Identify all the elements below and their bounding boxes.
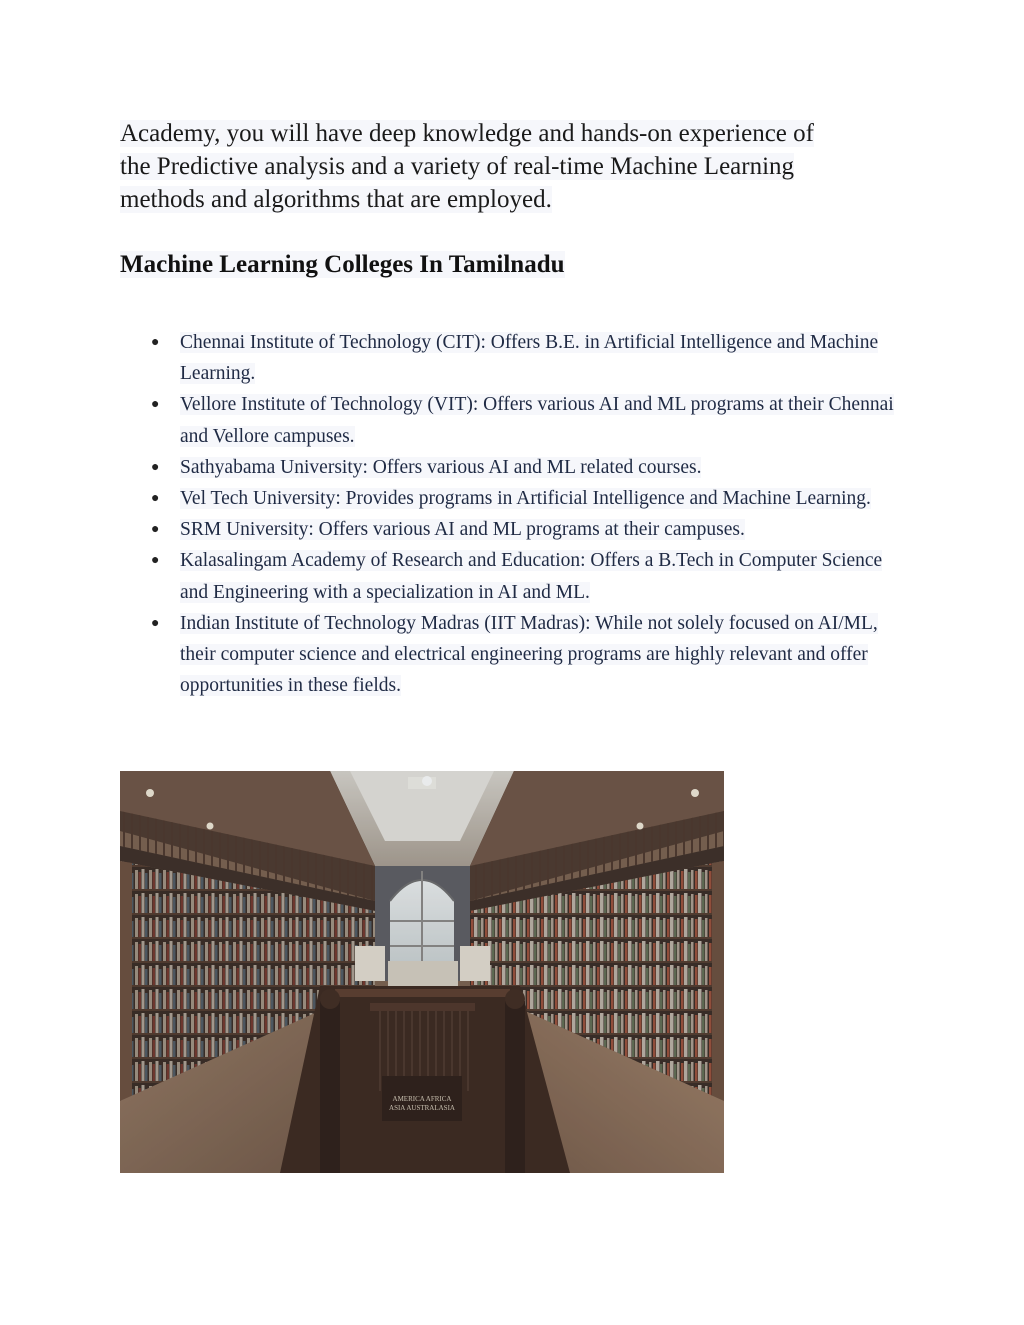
- bullet-icon: ●: [151, 553, 160, 569]
- list-item: [120, 389, 910, 451]
- list-item-text: Indian Institute of Technology Madras (IIT Madras): While not solely focused on AI/ML, their computer science and electrical engineering programs are highly relevant and offer opportunities in these fields.: [180, 612, 878, 697]
- photo-sign-line-1: AMERICA AFRICA: [392, 1095, 452, 1103]
- list-item-text: Sathyabama University: Offers various AI and ML related courses.: [180, 456, 702, 478]
- list-item-text: Chennai Institute of Technology (CIT): Offers B.E. in Artificial Intelligence and Machine Learning.: [180, 332, 879, 385]
- library-illustration: [120, 771, 724, 1173]
- list-item: [120, 327, 910, 389]
- library-photo: [120, 771, 724, 1173]
- section-heading-text: Machine Learning Colleges In Tamilnadu: [120, 251, 565, 278]
- bullet-icon: ●: [151, 615, 160, 631]
- section-heading: [120, 248, 565, 282]
- colleges-list: [120, 327, 910, 701]
- list-item: [120, 608, 910, 702]
- intro-line-2: the Predictive analysis and a variety of real-time Machine Learning: [120, 153, 795, 180]
- bullet-icon: ●: [151, 522, 160, 538]
- list-item-text: Vellore Institute of Technology (VIT): Offers various AI and ML programs at their Chennai and Vellore campuses.: [180, 394, 894, 447]
- list-item-text: Kalasalingam Academy of Research and Education: Offers a B.Tech in Computer Science and Engineering with a specialization in AI and ML.: [180, 550, 883, 603]
- list-item-text: Vel Tech University: Provides programs in Artificial Intelligence and Machine Learning.: [180, 488, 871, 510]
- intro-line-1: Academy, you will have deep knowledge and hands-on experience of: [120, 120, 814, 147]
- bullet-icon: ●: [151, 397, 160, 413]
- list-item-text: SRM University: Offers various AI and ML programs at their campuses.: [180, 519, 745, 541]
- intro-line-3: methods and algorithms that are employed.: [120, 186, 552, 213]
- bullet-icon: ●: [151, 335, 160, 350]
- intro-paragraph: [120, 117, 910, 216]
- list-item: [120, 514, 910, 545]
- bullet-icon: ●: [151, 491, 160, 507]
- list-item: [120, 483, 910, 514]
- photo-sign-line-2: ASIA AUSTRALASIA: [389, 1104, 455, 1112]
- bullet-icon: ●: [151, 459, 160, 475]
- list-item: [120, 545, 910, 607]
- list-item: [120, 452, 910, 483]
